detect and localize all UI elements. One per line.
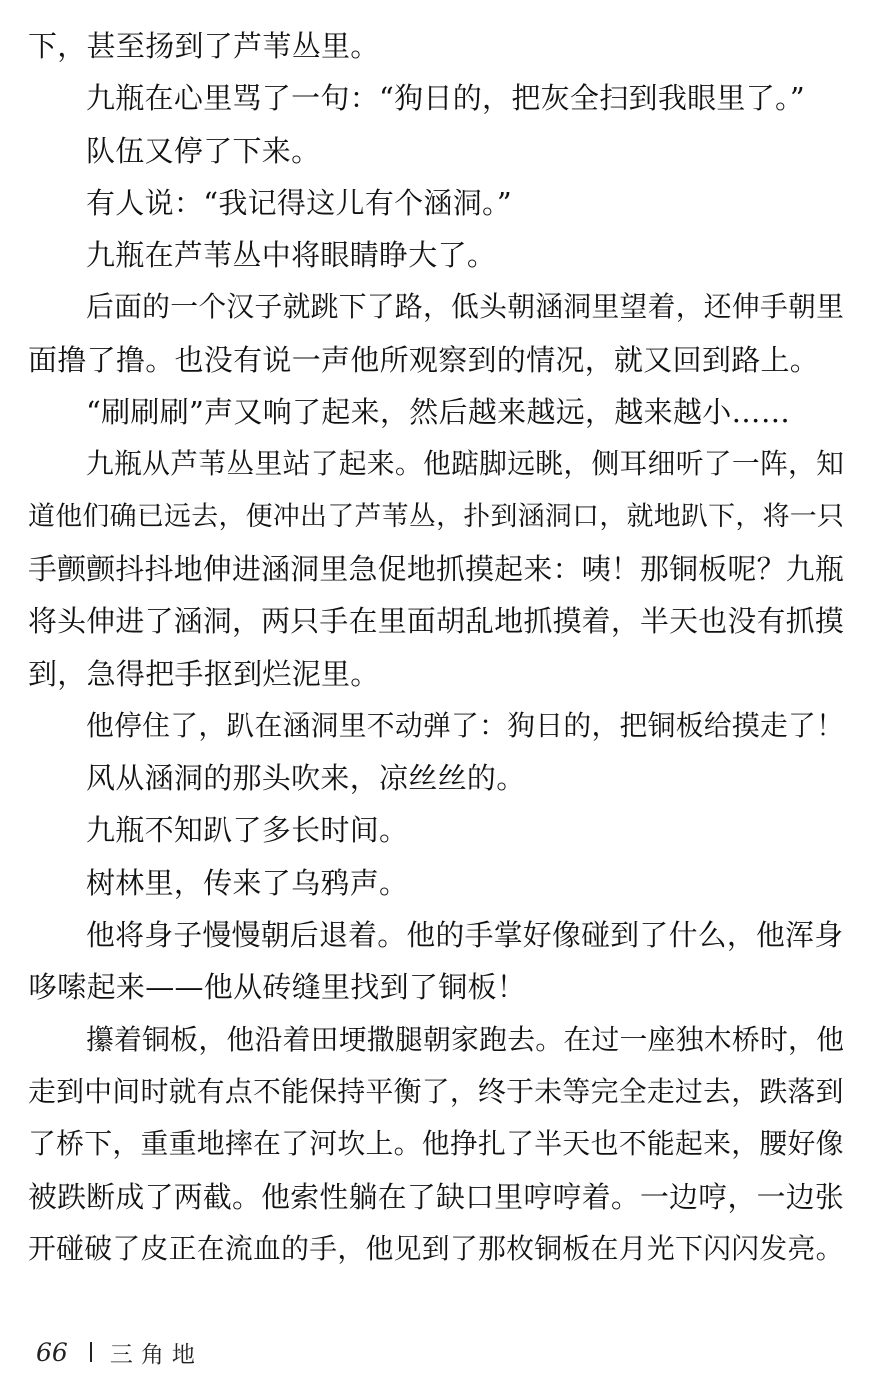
text-line: “刷刷刷”声又响了起来，然后越来越远，越来越小…… [86, 395, 791, 430]
text-line: 有人说：“我记得这儿有个涵洞。” [86, 185, 512, 220]
text-line: 开碰破了皮正在流血的手，他见到了那枚铜板在月光下闪闪发亮。 [28, 1231, 844, 1265]
text-line: 后面的一个汉子就跳下了路，低头朝涵洞里望着，还伸手朝里 [86, 290, 845, 324]
text-line: 树林里，传来了乌鸦声。 [86, 865, 409, 900]
page-body [28, 20, 844, 1275]
text-line: 面撸了撸。也没有说一声他所观察到的情况，就又回到路上。 [28, 342, 820, 377]
text-line: 攥着铜板，他沿着田埂撒腿朝家跑去。在过一座独木桥时，他 [86, 1022, 845, 1056]
text-line: 手颤颤抖抖地伸进涵洞里急促地抓摸起来：咦！那铜板呢？九瓶 [28, 551, 845, 586]
text-line: 九瓶在心里骂了一句：“狗日的，把灰全扫到我眼里了。” [86, 81, 805, 116]
text-line: 到，急得把手抠到烂泥里。 [28, 656, 380, 691]
page-footer [36, 1332, 203, 1372]
footer-divider [90, 1342, 92, 1362]
text-line: 九瓶在芦苇丛中将眼睛睁大了。 [86, 238, 497, 273]
book-title: 三角地 [109, 1341, 203, 1368]
text-line: 被跌断成了两截。他索性躺在了缺口里哼哼着。一边哼，一边张 [28, 1179, 845, 1214]
text-line: 哆嗦起来——他从砖缝里找到了铜板！ [28, 970, 527, 1005]
text-line: 将头伸进了涵洞，两只手在里面胡乱地抓摸着，半天也没有抓摸 [28, 604, 845, 639]
text-line: 下，甚至扬到了芦苇丛里。 [28, 29, 380, 63]
text-line: 了桥下，重重地摔在了河坎上。他挣扎了半天也不能起来，腰好像 [28, 1127, 844, 1161]
text-line: 九瓶从芦苇丛里站了起来。他踮脚远眺，侧耳细听了一阵，知 [86, 447, 845, 481]
text-line: 风从涵洞的那头吹来，凉丝丝的。 [86, 761, 526, 796]
text-line: 九瓶不知趴了多长时间。 [86, 813, 409, 848]
text-line: 他将身子慢慢朝后退着。他的手掌好像碰到了什么，他浑身 [86, 918, 844, 953]
text-line: 他停住了，趴在涵洞里不动弹了：狗日的，把铜板给摸走了！ [86, 708, 845, 742]
page-number: 66 [36, 1337, 68, 1367]
text-line: 道他们确已远去，便冲出了芦苇丛，扑到涵洞口，就地趴下，将一只 [28, 500, 845, 532]
text-line: 队伍又停了下来。 [86, 133, 321, 168]
text-line: 走到中间时就有点不能保持平衡了，终于未等完全走过去，跌落到 [28, 1074, 844, 1108]
